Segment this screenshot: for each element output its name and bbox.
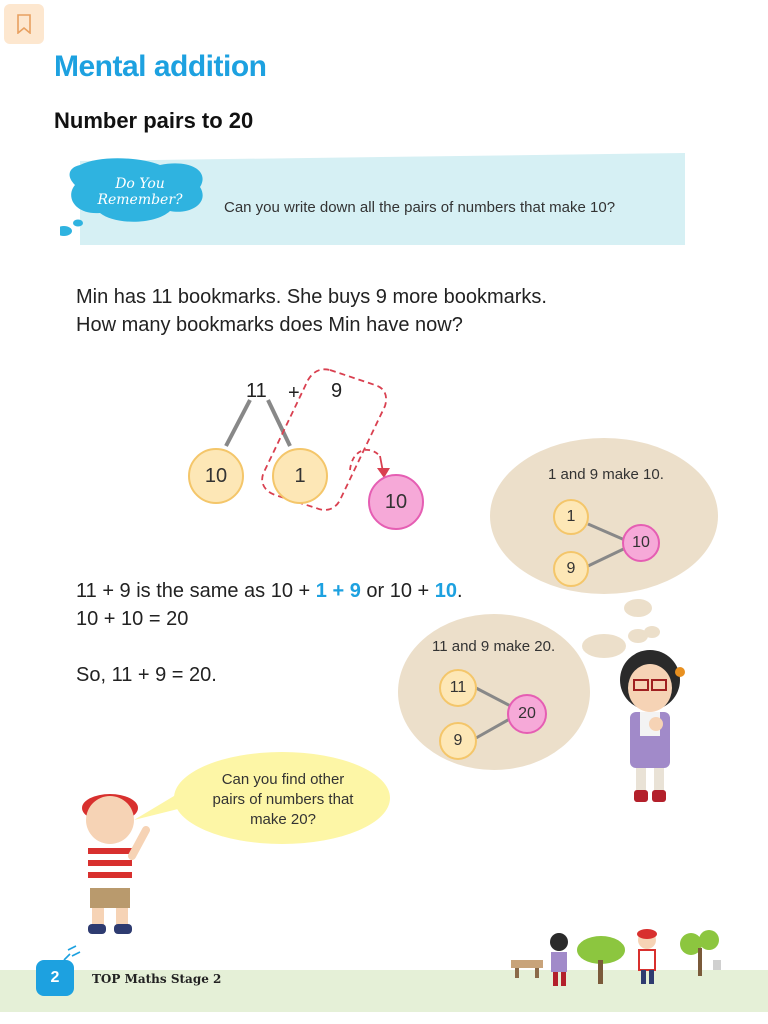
- bookmark-button[interactable]: [4, 4, 44, 44]
- split-part-1: 1: [272, 448, 328, 504]
- thought-1-sum: 10: [622, 524, 660, 562]
- diagram-left-number: 11: [246, 380, 267, 402]
- exp-highlight-2: 10: [434, 580, 458, 602]
- badge-line-2: Remember?: [97, 192, 183, 208]
- thought-2-text: 11 and 9 make 20.: [432, 638, 556, 655]
- explanation-line-3: So, 11 + 9 = 20.: [76, 664, 217, 686]
- explanation-line-1: [76, 580, 463, 603]
- section-subtitle: Number pairs to 20: [54, 108, 254, 133]
- thought-1-number-a: 1: [553, 499, 589, 535]
- exp-text-c: .: [457, 580, 463, 602]
- remember-question: Can you write down all the pairs of numbers that make 10?: [224, 199, 616, 216]
- page-number: 2: [36, 960, 74, 996]
- footer-label: TOP Maths Stage 2: [92, 972, 222, 986]
- thought-1-text: 1 and 9 make 10.: [548, 466, 664, 483]
- badge-line-1: Do You: [115, 176, 165, 192]
- do-you-remember-badge: [80, 176, 200, 208]
- girl-illustration: [600, 640, 710, 810]
- split-part-10: 10: [188, 448, 244, 504]
- exp-text-b: or 10 +: [360, 580, 435, 602]
- problem-line-1: Min has 11 bookmarks. She buys 9 more bookmarks.: [76, 286, 547, 308]
- speech-line-3: make 20?: [250, 811, 316, 828]
- problem-line-2: How many bookmarks does Min have now?: [76, 314, 463, 336]
- bookmark-icon: [16, 14, 32, 34]
- diagram-plus: +: [288, 382, 300, 404]
- speech-line-1: Can you find other: [221, 771, 345, 788]
- speech-line-2: pairs of numbers that: [212, 791, 354, 808]
- thought-2-number-a: 11: [439, 669, 477, 707]
- result-circle-10: 10: [368, 474, 424, 530]
- speech-text: [188, 770, 378, 830]
- diagram-right-number: 9: [331, 380, 343, 402]
- thought-2-sum: 20: [507, 694, 547, 734]
- exp-highlight-1: 1 + 9: [315, 580, 361, 602]
- footer-decoration: [505, 922, 735, 992]
- page-title: Mental addition: [54, 50, 267, 83]
- thought-2-number-b: 9: [439, 722, 477, 760]
- explanation-line-2: 10 + 10 = 20: [76, 608, 189, 630]
- boy-illustration: [66, 782, 166, 942]
- thought-1-number-b: 9: [553, 551, 589, 587]
- exp-text-a: 11 + 9 is the same as 10 +: [76, 580, 316, 602]
